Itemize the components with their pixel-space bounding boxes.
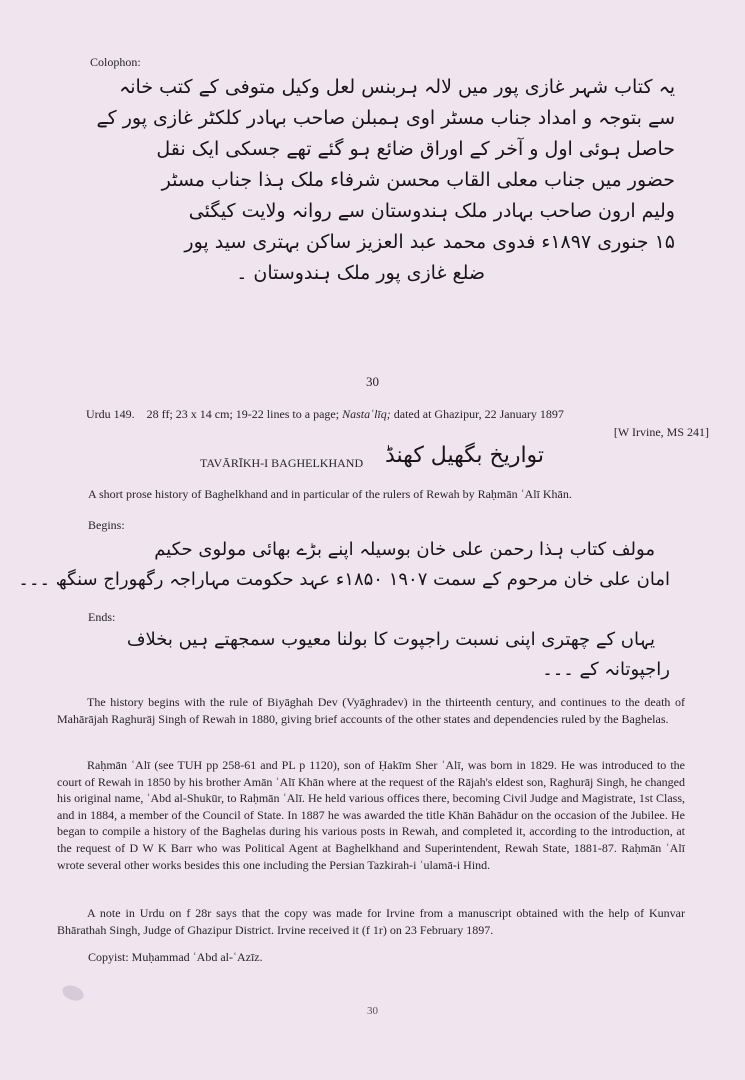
title-romanized: TAVĀRĪKH-I BAGHELKHAND bbox=[200, 456, 364, 470]
catalogue-line bbox=[86, 407, 686, 422]
begins-line: مولف کتاب ہذا رحمن علی خان بوسیلہ اپنے بڑے بھائی مولوی حکیم bbox=[154, 539, 655, 560]
ends-line: راجپوتانہ کے ۔۔۔ bbox=[542, 659, 670, 680]
colophon-line: یہ کتاب شہر غازی پور میں لالہ ہربنس لعل وکیل متوفی کے کتب خانہ bbox=[119, 76, 675, 98]
colophon-line: حاصل ہوئی اول و آخر کے اوراق ضائع ہو گئے تھے جسکی ایک نقل bbox=[156, 138, 675, 160]
colophon-line: ۱۵ جنوری ۱۸۹۷ء فدوی محمد عبد العزیز ساکن بہتری سید پور bbox=[184, 231, 675, 253]
colophon-line: ولیم ارون صاحب بہادر ملک ہندوستان سے روانہ ولایت کیگئی bbox=[188, 200, 675, 222]
page-number: 30 bbox=[367, 1005, 378, 1017]
copyist: Copyist: Muḥammad ʿAbd al-ʿAzīz. bbox=[88, 950, 263, 964]
begins-label: Begins: bbox=[88, 518, 125, 532]
colophon-urdu-text bbox=[96, 72, 675, 289]
colophon-line: ضلع غازی پور ملک ہندوستان ۔ bbox=[236, 262, 485, 284]
date-place: dated at Ghazipur, 22 January 1897 bbox=[393, 407, 564, 421]
colophon-line: سے بتوجہ و امداد جناب مسٹر اوی ہمبلن صاحب بہادر کلکٹر غازی پور کے bbox=[96, 107, 675, 129]
paper-blemish bbox=[60, 983, 85, 1004]
script-type: Nastaʿlīq; bbox=[342, 407, 391, 421]
ends-label: Ends: bbox=[88, 610, 116, 624]
physical-description: 28 ff; 23 x 14 cm; 19-22 lines to a page; bbox=[146, 407, 340, 421]
paragraph-note: A note in Urdu on f 28r says that the copy was made for Irvine from a manuscript obtained with the help of Kunvar Bhārathah Singh, Judge of Ghazipur District. Irvine received it (f 1r) on 23 February 1897. bbox=[57, 906, 685, 937]
title-urdu: تواریخ بگھیل کھنڈ bbox=[385, 443, 545, 468]
paragraph-author: Raḥmān ʿAlī (see TUH pp 258-61 and PL p 1120), son of Ḥakīm Sher ʿAlī, was born in 1829. He was introduced to the court of Rewah in 1850 by his brother Amān ʿAlī Khān where at the request of the Rājah's eldest son, Raghurāj Singh, he changed his original name, ʿAbd al-Shukūr, to Raḥmān ʿAlī. He held various offices there, becoming Civil Judge and Magistrate, 1st Class, and in 1884, a member of the Council of State. In 1887 he was awarded the title Khān Bahādur on the occasion of the Jubilee. He began to compile a history of the Baghelas during his various posts in Rewah, and completed it, according to the introduction, at the request of D W K Barr who was Political Agent at Baghelkhand and Superintendent, Rewah State, 1881-87. Raḥmān ʿAlī wrote several other works besides this one including the Persian Tazkirah-i ʿulamā-i Hind. bbox=[57, 758, 685, 872]
ends-line: یہاں کے چھتری اپنی نسبت راجپوت کا بولنا معیوب سمجھتے ہیں بخلاف bbox=[126, 629, 655, 650]
colophon-line: حضور میں جناب معلی القاب محسن شرفاء ملک ہذا جناب مسٹر bbox=[161, 169, 675, 191]
summary: A short prose history of Baghelkhand and in particular of the rulers of Rewah by Raḥmān ʿAlī Khān. bbox=[88, 487, 572, 501]
ends-quote bbox=[110, 625, 670, 685]
entry-number: 30 bbox=[366, 374, 379, 389]
provenance: [W Irvine, MS 241] bbox=[613, 425, 709, 439]
colophon-label: Colophon: bbox=[90, 55, 141, 69]
paragraph-history: The history begins with the rule of Biyāghah Dev (Vyāghradev) in the thirteenth century, and continues to the death of Mahārājah Raghurāj Singh of Rewah in 1880, giving brief accounts of the other states and dependencies ruled by the Baghelas. bbox=[57, 695, 685, 726]
begins-line: امان علی خان مرحوم کے سمت ۱۹۰۷ ۱۸۵۰ء عہد حکومت مہاراجہ رگھوراج سنگھ ۔۔۔ bbox=[18, 569, 670, 590]
begins-quote bbox=[18, 535, 670, 595]
shelfmark: Urdu 149. bbox=[86, 407, 135, 421]
